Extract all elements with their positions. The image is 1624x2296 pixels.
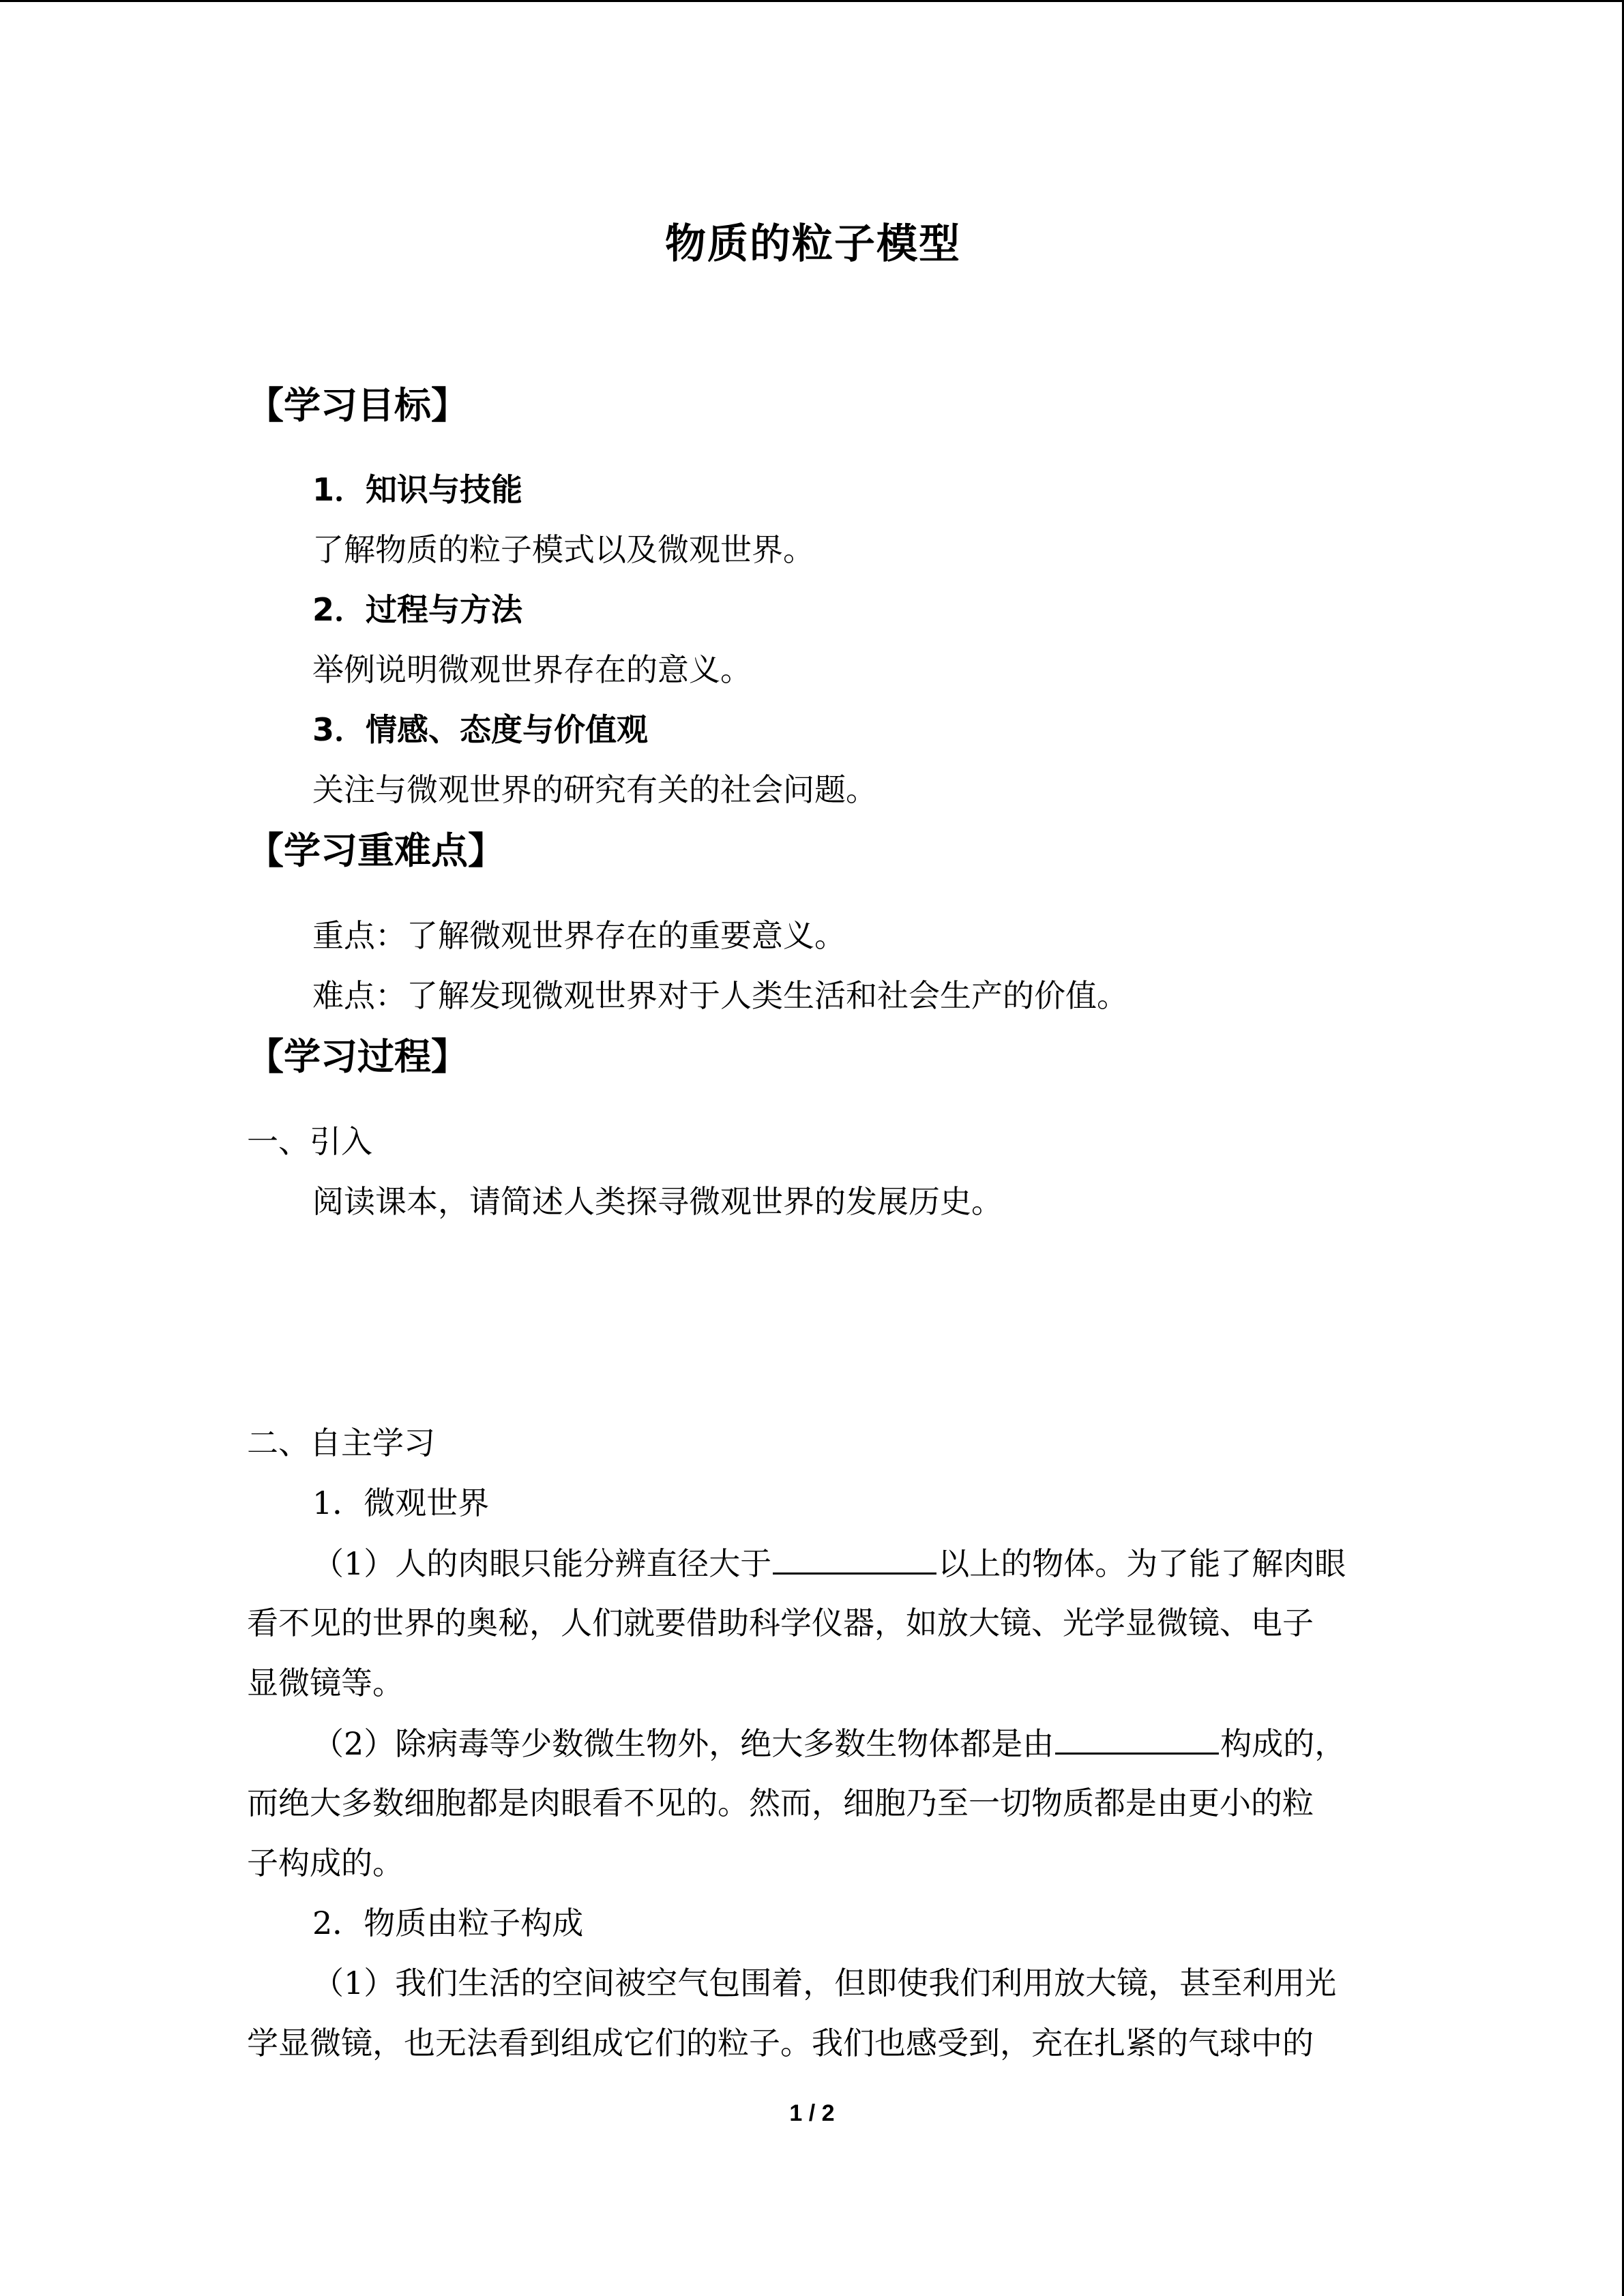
intro-text: 阅读课本，请简述人类探寻微观世界的发展历史。	[312, 1183, 1003, 1220]
question-1-part-2: 以上的物体。为了能了解肉眼	[938, 1545, 1346, 1582]
key-points-heading: 【学习重难点】	[247, 829, 505, 872]
question-2-line-3: 子构成的。	[247, 1845, 404, 1881]
key-point-text: 重点：了解微观世界存在的重要意义。	[312, 917, 846, 954]
question-2-part-2: 构成的，	[1220, 1725, 1346, 1762]
goal-2-text: 举例说明微观世界存在的意义。	[312, 651, 752, 688]
goal-2-heading: 2．过程与方法	[312, 591, 523, 628]
question-2-part-1: （2）除病毒等少数微生物外，绝大多数生物体都是由	[312, 1725, 1054, 1762]
difficult-point-text: 难点：了解发现微观世界对于人类生活和社会生产的价值。	[312, 977, 1128, 1014]
question-2-line-2: 而绝大多数细胞都是肉眼看不见的。然而，细胞乃至一切物质都是由更小的粒	[247, 1785, 1314, 1821]
fill-in-blank-1[interactable]	[773, 1542, 936, 1575]
question-1-part-1: （1）人的肉眼只能分辨直径大于	[312, 1545, 772, 1582]
goal-1-text: 了解物质的粒子模式以及微观世界。	[312, 531, 814, 568]
goal-3-text: 关注与微观世界的研究有关的社会问题。	[312, 771, 877, 808]
fill-in-blank-2[interactable]	[1055, 1723, 1219, 1755]
page-title: 物质的粒子模型	[665, 220, 961, 268]
particle-heading: 2．物质由粒子构成	[312, 1905, 584, 1941]
learning-process-heading: 【学习过程】	[247, 1035, 468, 1078]
intro-heading: 一、引入	[247, 1123, 372, 1160]
particle-line-1: （1）我们生活的空间被空气包围着，但即使我们利用放大镜，甚至利用光	[312, 1965, 1337, 2001]
goal-1-heading: 1．知识与技能	[312, 471, 523, 508]
self-study-heading: 二、自主学习	[247, 1425, 435, 1461]
micro-world-heading: 1．微观世界	[312, 1485, 490, 1521]
particle-line-2: 学显微镜，也无法看到组成它们的粒子。我们也感受到，充在扎紧的气球中的	[247, 2025, 1314, 2061]
page-number: 1 / 2	[789, 2100, 835, 2126]
question-1-line-2: 看不见的世界的奥秘，人们就要借助科学仪器，如放大镜、光学显微镜、电子	[247, 1605, 1314, 1641]
question-1-line-3: 显微镜等。	[247, 1665, 404, 1701]
goal-3-heading: 3．情感、态度与价值观	[312, 711, 649, 748]
question-2-line-1	[312, 1723, 1346, 1764]
question-1-line-1	[312, 1542, 1346, 1584]
learning-goals-heading: 【学习目标】	[247, 384, 468, 427]
